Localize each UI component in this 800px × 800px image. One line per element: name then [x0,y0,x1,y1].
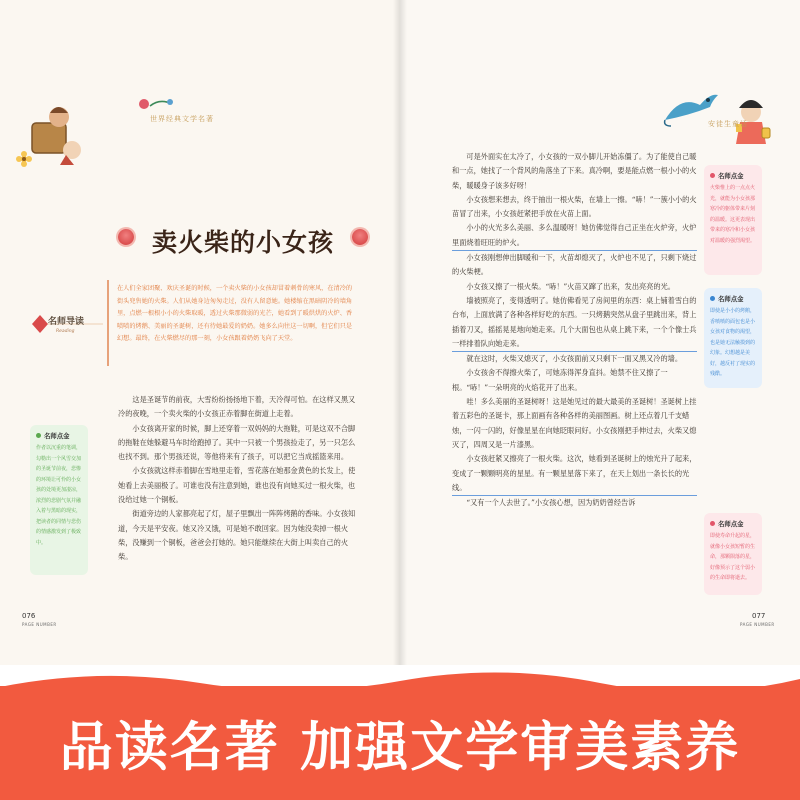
teacher-note-pink [704,513,762,595]
left-body-text [118,393,358,565]
paragraph: 小女孩赶紧又擦亮了一根火柴。这次，她看到圣诞树上的烛光升了起来，变成了一颗颗明亮的星星。有一颗星星落下来了，在天上划出一条长长的光线。 [452,452,697,496]
note-title: 名师点金 [718,295,744,303]
note-title: 名师点金 [718,172,744,180]
paragraph: 墙被照亮了，变得透明了。她仿佛看见了房间里的东西：桌上铺着雪白的台布，上面放满了各种各样好吃的东西。一只烤鹅突然从盘子里跳出来，背上插着刀叉，摇摇晃晃地向她走来。几个大面包也从桌上跳下来，一个个像士兵一样排着队向她走来。 [452,294,697,352]
series-label: 世界经典文学名著 [150,115,214,123]
floral-ornament-icon [134,94,179,114]
paragraph: 小女孩离开家的时候，脚上还穿着一双妈妈的大拖鞋，可是这双不合脚的拖鞋在她躲避马车时给跑掉了。其中一只被一个男孩捡走了，另一只怎么也找不到。那个男孩还说，等他将来有了孩子，可以把它当成摇篮来用。 [118,423,356,462]
series-label: 安徒生童话 [708,120,748,128]
note-text: 火柴惟上的一点点火光，就能为小女孩那寒冷的躯体带来片刻的温暖。这更表现出带来的寒冷和小女孩对温暖的强烈渴望。 [710,185,756,244]
right-body-text [452,150,697,510]
guide-title: 名师导读 [48,317,85,327]
paragraph: 小女孩舍不得擦火柴了，可她冻得浑身直抖。她禁不住又擦了一根。“哧！”一朵明亮的火焰花开了出来。 [452,368,668,392]
book-gutter [393,0,407,665]
note-text: 即使寿命升起的星，就像小女孩短暂的生命，那颗陨落的星，好像预示了这个弱小的生命即将逝去。 [710,533,756,581]
note-dot-icon [710,296,715,301]
paragraph: 小女孩就这样赤着脚在雪地里走着，雪花落在她那金黄色的长发上，使她看上去美丽极了。可谁也没有注意到她，谁也没有向她买过一根火柴，也没给过她一个铜板。 [118,466,356,505]
paragraph: 小女孩又擦了一根火柴。“哧！”火苗又蹿了出来，发出亮亮的光。 [466,281,675,291]
match-girl-illustration-icon [14,95,94,185]
teacher-note-blue [704,288,762,388]
banner-slogan: 品读名著 加强文学审美素养 [59,717,741,778]
page-number-label: PAGE NUMBER [22,622,57,627]
teacher-note-pink [704,165,762,275]
paragraph: 小女孩刚想伸出脚暖和一下，火苗却熄灭了，火炉也不见了，只剩下烧过的火柴梗。 [452,253,697,277]
paragraph: 街道旁边的人家都亮起了灯，屋子里飘出一阵阵烤鹅的香味。小女孩知道，今天是平安夜。她又冷又饿，可是她不敢回家。因为她没卖掉一根火柴，没赚到一个铜板，爸爸会打她的。她只能继续在大街上叫卖自己的火柴。 [118,509,356,562]
page-number: 077 [752,612,766,620]
paragraph: 小女孩想来想去，终于抽出一根火柴，在墙上一擦。“哧！”一簇小小的火苗冒了出来，小女孩赶紧把手放在火苗上面。 [452,194,697,219]
rose-ornament-icon [352,229,368,245]
teacher-note-green [30,425,88,575]
page-number-label: PAGE NUMBER [740,622,775,627]
note-text: 即使是小小的烤鹅，香喷喷的面包也是小女孩对食物的渴望，也是她无法触摸到的幻象。幻想越是美好，越反衬了现实的残酷。 [710,308,756,377]
paragraph: 小小的火光多么美丽、多么温暖呀！她仿佛觉得自己正坐在火炉旁，火炉里面烧着旺旺的炉火。 [452,221,697,251]
note-title: 名师点金 [44,432,70,440]
page-number: 076 [22,612,36,620]
note-title: 名师点金 [718,520,744,528]
paragraph: 可是外面实在太冷了，小女孩的一双小脚儿开始冻僵了。为了能使自己暖和一点，她找了一个背风的角落坐了下来。真冷啊，要是能点燃一根小小的火柴，暖暖身子该多好呀！ [452,152,697,190]
paragraph: 这是圣诞节的前夜，大雪纷纷扬扬地下着，天冷得可怕。在这样又黑又冷的夜晚，一个卖火柴的小女孩正赤着脚在街道上走着。 [118,395,356,419]
note-dot-icon [710,173,715,178]
note-text: 作者以沉重的笔调，勾勒出一个风雪交加的圣诞节前夜，悲惨的环境让可怜的小女孩的处境更加凄凉，浓烈的悲剧气氛并融入着与黑暗的现实，把读者的同情与悲伤的情感激发到了极致中。 [36,445,82,546]
paragraph: 哇！多么美丽的圣诞树呀！这是她见过的最大最美的圣诞树！圣诞树上挂着五彩色的圣诞卡，那上面画有各种各样的美丽图画。树上还点着几千支蜡烛，一闪一闪的，好像星星在向她眨眼问好。小女孩刚把手伸过去，火柴又熄灭了，四周又是一片漆黑。 [452,397,697,449]
guide-subtitle: Reading [56,329,75,334]
paragraph: “又有一个人去世了。”小女孩心想，因为奶奶曾经告诉 [466,498,636,508]
note-dot-icon [36,433,41,438]
intro-text: 在人们全家团聚、欢庆圣诞的时候，一个卖火柴的小女孩却冒着刺骨的寒风，在清冷的街头兜售她的火柴。人们从她身边匆匆走过，没有人留意她。她楼缩在黑暗阴冷的墙角里，点燃一根根小小的火柴取暖，透过火柴那微弱的光芒，她看到了暖烘烘的火炉、香喷喷的烤鹅、美丽的圣诞树，还有待她最爱的奶奶。她多么向往这一切啊，但它们只是幻想。最终，在火柴燃尽的那一刻，小女孩跟着奶奶飞向了天堂。 [117,285,353,343]
paragraph: 就在这时，火柴又熄灭了，小女孩面前又只剩下一面又黑又冷的墙。 [466,354,683,364]
page-title: 卖火柴的小女孩 [151,228,334,257]
note-dot-icon [710,521,715,526]
